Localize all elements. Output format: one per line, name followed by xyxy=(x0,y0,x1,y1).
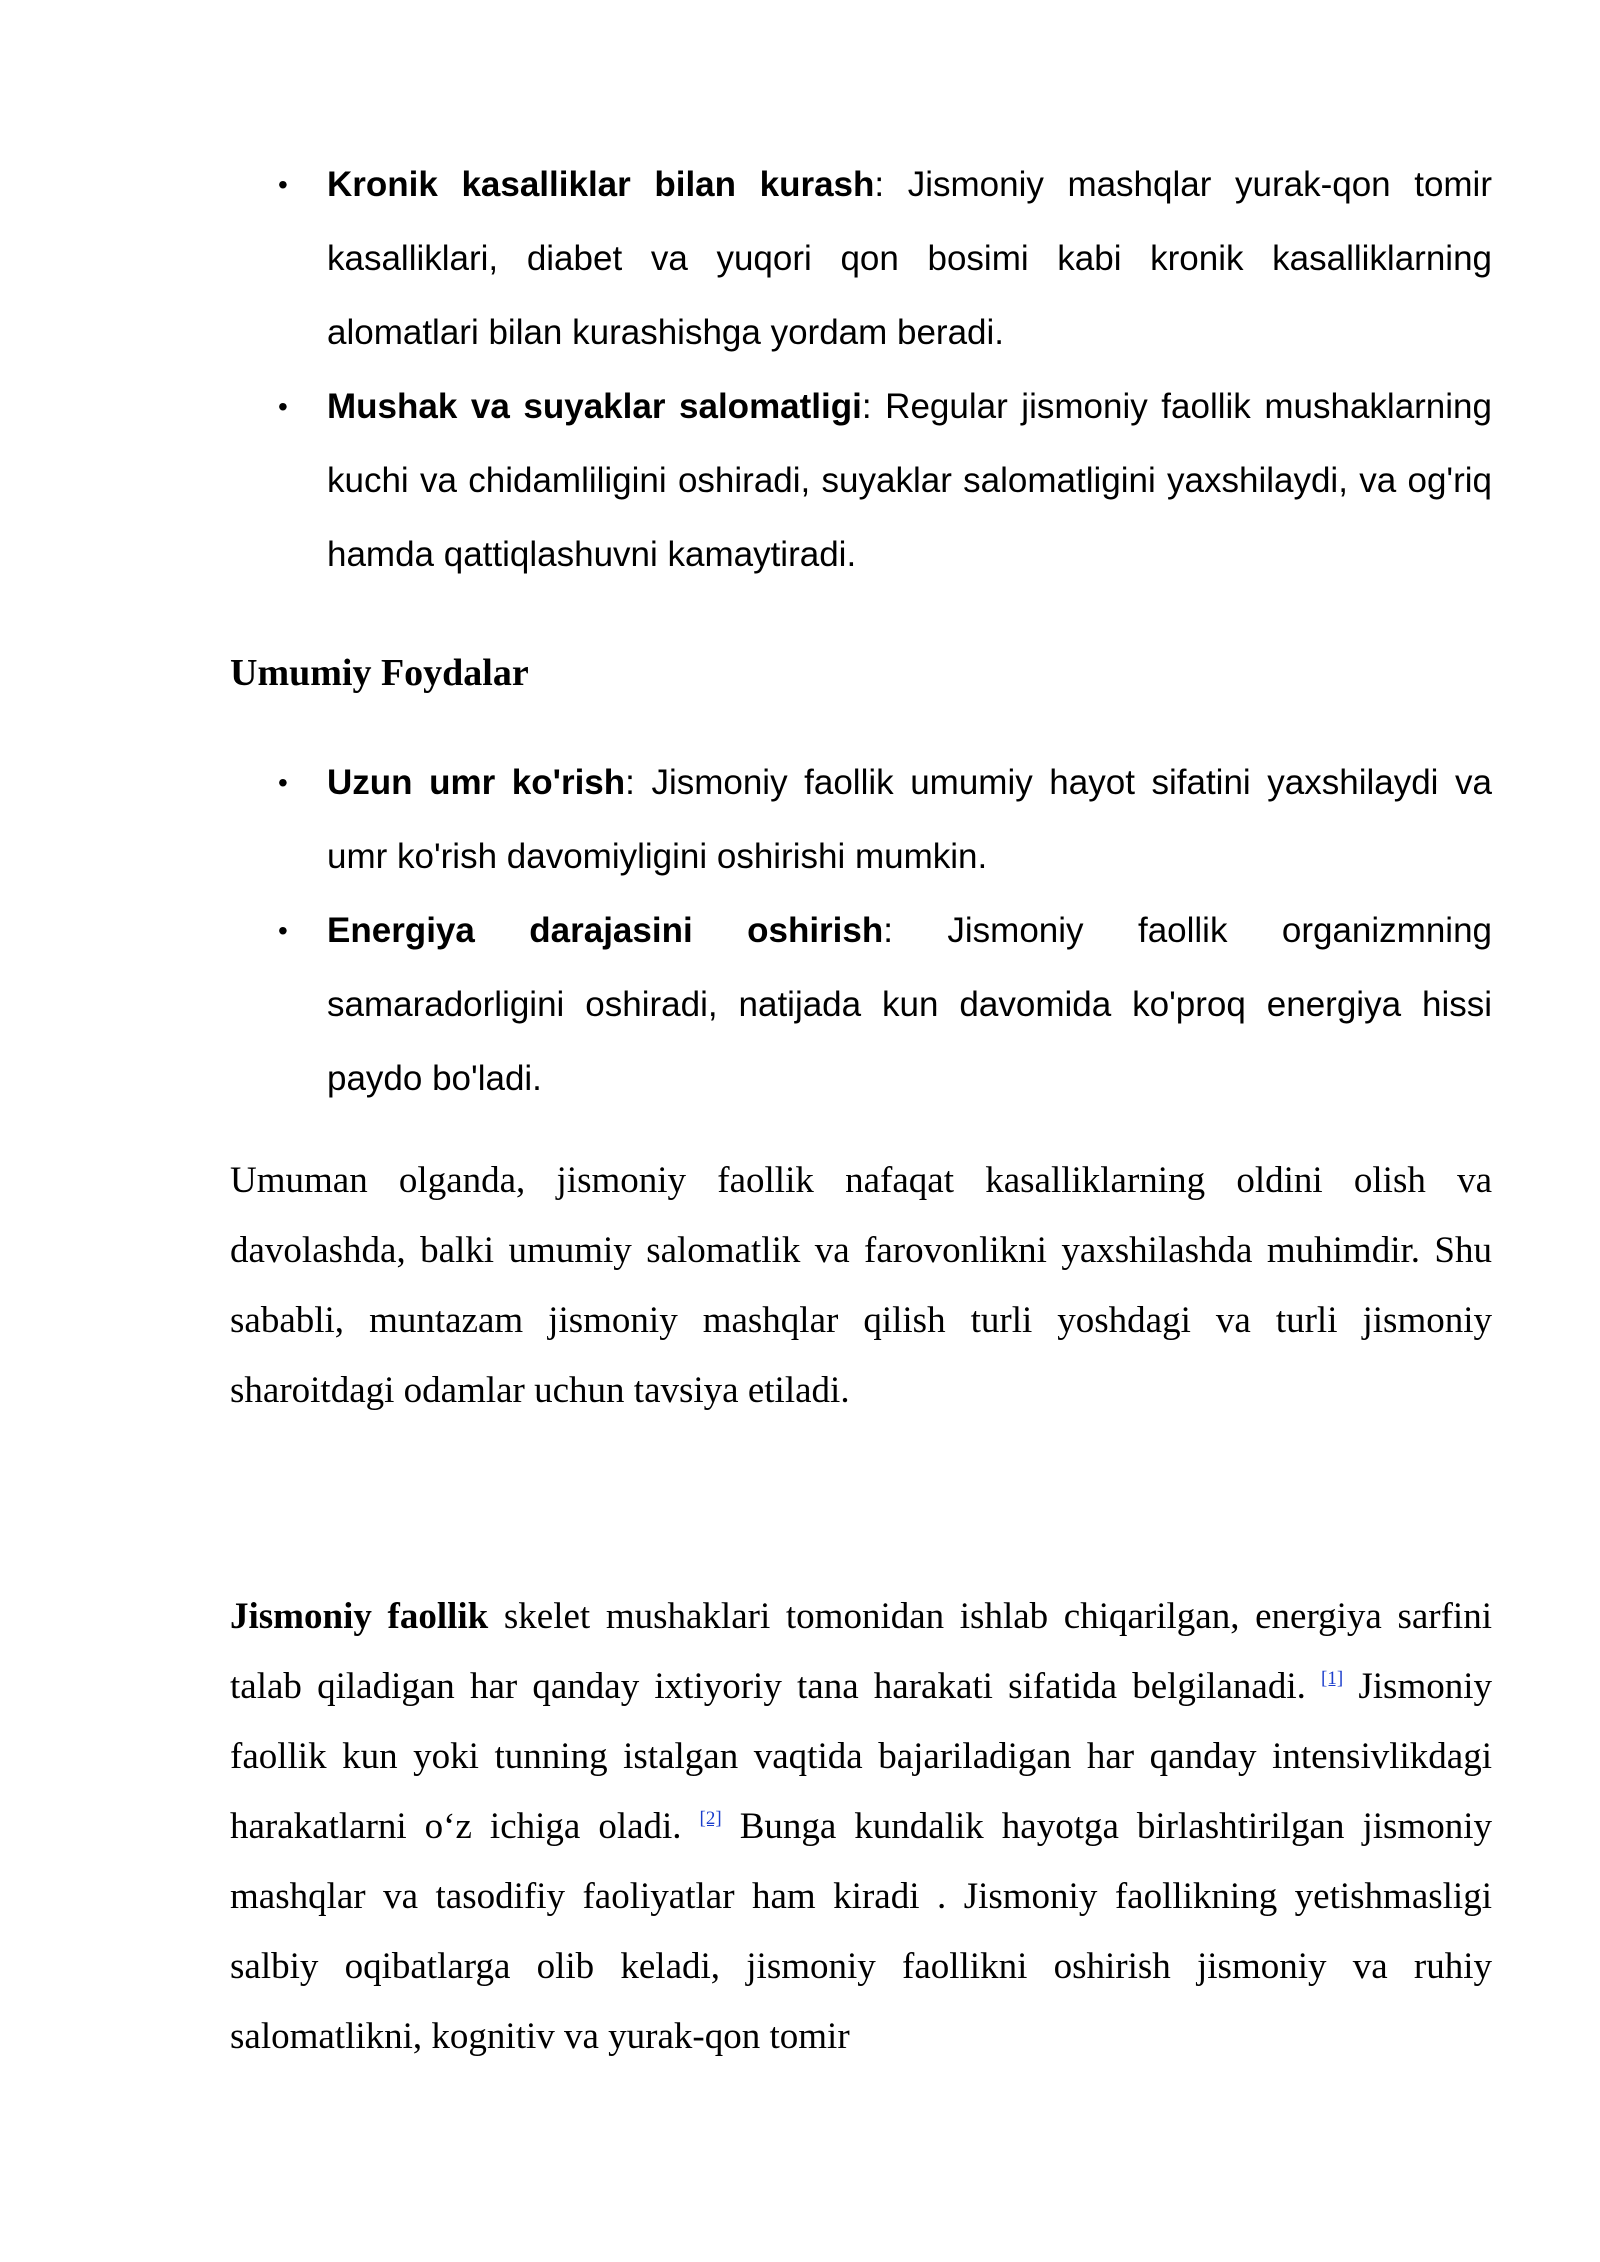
definition-text: Bunga kundalik hayotga birlashtirilgan jismoniy mashqlar va tasodifiy faoliyatlar ham kiradi . Jismoniy faollikning yetishmasligi salbiy oqibatlarga olib keladi, jismoniy faollikni oshirish jismoniy va ruhiy salomatlikni, kognitiv va yurak-qon tomir xyxy=(230,1806,1492,2057)
bullet-icon: • xyxy=(278,767,288,798)
list-item-term: Energiya darajasini oshirish xyxy=(327,911,884,950)
footnote-link-1[interactable]: [1] xyxy=(1321,1668,1344,1689)
list-item xyxy=(230,894,1492,1116)
list-item xyxy=(230,370,1492,592)
document-page xyxy=(230,148,1492,2072)
list-item-text: : Jismoniy mashqlar yurak-qon tomir kasalliklari, diabet va yuqori qon bosimi kabi kronik kasalliklarning alomatlari bilan kurashishga yordam beradi. xyxy=(327,165,1492,352)
footnote-link-2[interactable]: [2] xyxy=(699,1808,722,1829)
definition-paragraph xyxy=(230,1582,1492,2072)
definition-term: Jismoniy faollik xyxy=(230,1596,489,1637)
bullet-icon: • xyxy=(278,915,288,946)
bullet-list-health xyxy=(230,148,1492,592)
definition-text: skelet mushaklari tomonidan ishlab chiqarilgan, energiya sarfini talab qiladigan har qanday ixtiyoriy tana harakati sifatida belgilanadi. xyxy=(230,1596,1492,1707)
bullet-icon: • xyxy=(278,391,288,422)
list-item-text: : Jismoniy faollik umumiy hayot sifatini yaxshilaydi va umr ko'rish davomiyligini oshirishi mumkin. xyxy=(327,763,1492,876)
list-item-term: Mushak va suyaklar salomatligi xyxy=(327,387,862,426)
section-heading: Umumiy Foydalar xyxy=(230,652,529,694)
definition-text: Jismoniy faollik kun yoki tunning istalgan vaqtida bajariladigan har qanday intensivlikdagi harakatlarni o‘z ichiga oladi. xyxy=(230,1666,1493,1847)
list-item-term: Kronik kasalliklar bilan kurash xyxy=(327,165,875,204)
bullet-list-general-benefits xyxy=(230,746,1492,1116)
conclusion-paragraph: Umuman olganda, jismoniy faollik nafaqat kasalliklarning oldini olish va davolashda, balki umumiy salomatlik va farovonlikni yaxshilashda muhimdir. Shu sababli, muntazam jismoniy mashqlar qilish turli yoshdagi va turli jismoniy sharoitdagi odamlar uchun tavsiya etiladi. xyxy=(230,1160,1492,1411)
bullet-icon: • xyxy=(278,169,288,200)
list-item-term: Uzun umr ko'rish xyxy=(327,763,626,802)
list-item xyxy=(230,746,1492,894)
list-item-text: : Regular jismoniy faollik mushaklarning kuchi va chidamliligini oshiradi, suyaklar salomatligini yaxshilaydi, va og'riq hamda qattiqlashuvni kamaytiradi. xyxy=(327,387,1492,574)
list-item xyxy=(230,148,1492,370)
list-item-text: : Jismoniy faollik organizmning samaradorligini oshiradi, natijada kun davomida ko'proq energiya hissi paydo bo'ladi. xyxy=(327,911,1492,1098)
